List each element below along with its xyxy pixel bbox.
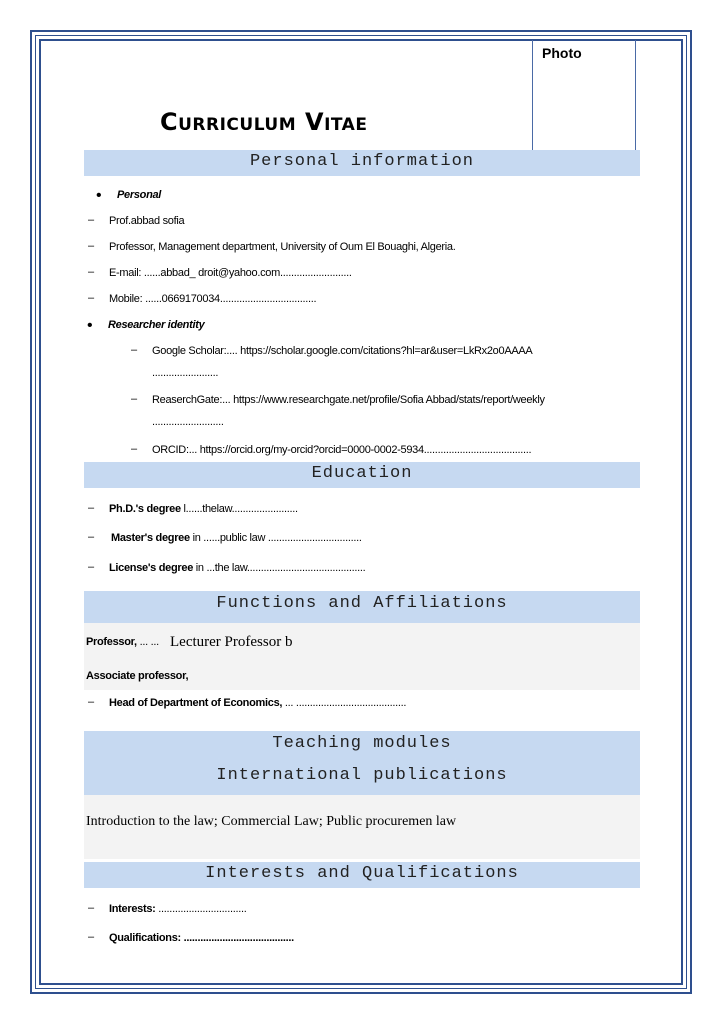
dash-icon: – (88, 502, 95, 514)
personal-name: Prof.abbad sofia (109, 215, 185, 227)
education-license-label: License's degree (109, 562, 194, 574)
section-teaching-publications (84, 731, 640, 795)
bullet-icon: • (96, 187, 102, 204)
dash-icon: – (88, 266, 95, 278)
bullet-icon: • (87, 317, 93, 334)
functions-head (109, 697, 406, 709)
education-master-value: in ......public law .................................. (189, 532, 362, 544)
personal-position: Professor, Management department, University of Oum El Bouaghi, Algeria. (109, 241, 456, 253)
section-international-publications: International publications (216, 766, 508, 785)
education-license-value: in ...the law........................................... (193, 562, 366, 574)
interests-value: ................................ (155, 903, 247, 915)
researcher-google-scholar: Google Scholar:.... https://scholar.google.com/citations?hl=ar&user=LkRx2o0AAAA (152, 345, 533, 357)
interests-label: Interests: (109, 903, 156, 915)
functions-head-value: ... ........................................ (282, 697, 407, 709)
section-functions-affiliations: Functions and Affiliations (84, 591, 640, 623)
functions-professor-label: Professor, (86, 636, 137, 648)
personal-mobile: Mobile: ......0669170034................................... (109, 293, 317, 305)
education-phd (109, 503, 298, 515)
photo-label: Photo (542, 45, 582, 61)
researcher-orcid: ORCID:... https://orcid.org/my-orcid?orcid=0000-0002-5934....................................... (152, 444, 532, 456)
functions-head-label: Head of Department of Economics, (109, 697, 283, 709)
dash-icon: – (88, 531, 95, 543)
dash-icon: – (88, 931, 95, 943)
dash-icon: – (88, 214, 95, 226)
education-phd-label: Ph.D.'s degree (109, 503, 181, 515)
page-title: Curriculum Vitae (160, 108, 368, 136)
qualifications-line (109, 932, 294, 944)
functions-professor (86, 636, 159, 648)
personal-email: E-mail: ......abbad_ droit@yahoo.com.......................... (109, 267, 352, 279)
dash-icon: – (131, 344, 138, 356)
functions-associate: Associate professor, (86, 670, 189, 682)
personal-heading: Personal (117, 189, 162, 201)
education-master (111, 532, 362, 544)
qualifications-value: ........................................ (180, 932, 294, 944)
dash-icon: – (131, 443, 138, 455)
dash-icon: – (88, 902, 95, 914)
section-education: Education (84, 462, 640, 488)
dash-icon: – (88, 240, 95, 252)
education-master-label: Master's degree (111, 532, 190, 544)
interests-line (109, 903, 247, 915)
section-teaching-modules: Teaching modules (272, 734, 452, 753)
education-license (109, 562, 365, 574)
researcher-heading: Researcher identity (108, 319, 205, 331)
dash-icon: – (88, 696, 95, 708)
dash-icon: – (88, 561, 95, 573)
functions-professor-value: Lecturer Professor b (170, 634, 293, 650)
researcher-researchgate: ReaserchGate:... https://www.researchgate.net/profile/Sofia Abbad/stats/report/weekly (152, 394, 545, 406)
photo-box (532, 40, 636, 152)
qualifications-label: Qualifications: (109, 932, 181, 944)
researcher-google-scholar-dots: ........................ (152, 367, 219, 379)
dash-icon: – (131, 393, 138, 405)
section-personal-information: Personal information (84, 150, 640, 176)
education-phd-value: l......thelaw........................ (180, 503, 298, 515)
teaching-modules-list: Introduction to the law; Commercial Law; Public procuremen law (86, 814, 457, 829)
dash-icon: – (88, 292, 95, 304)
section-interests-qualifications: Interests and Qualifications (84, 862, 640, 888)
researcher-researchgate-dots: .......................... (152, 416, 224, 428)
functions-professor-dots: ... ... (136, 636, 159, 648)
